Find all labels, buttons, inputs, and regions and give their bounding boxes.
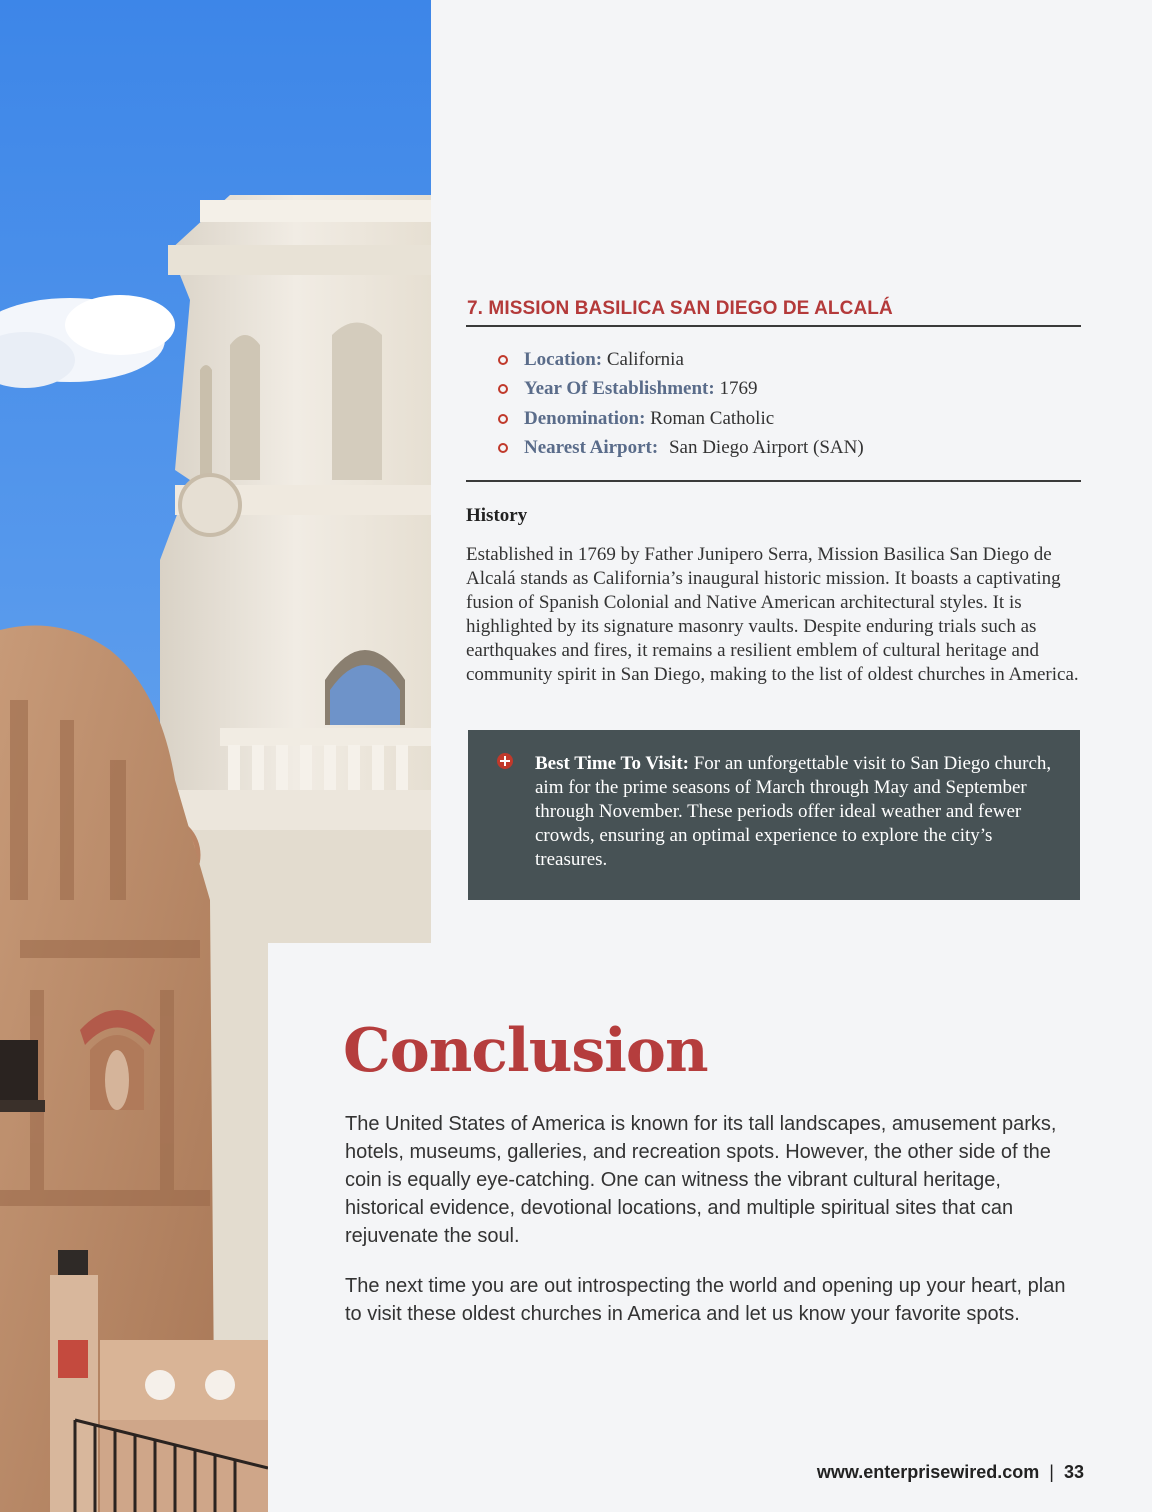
page-number: 33 <box>1063 1462 1084 1482</box>
tip-text: For an unforgettable visit to San Diego church, aim for the prime seasons of March through May and September through November. These periods offer ideal weather and fewer crowds, ensuring an optimal experience to explore the city’s treasures. <box>535 753 1052 870</box>
circle-bullet-icon <box>498 443 508 453</box>
conclusion-paragraph-2: The next time you are out introspecting the world and opening up your heart, plan to visit these oldest churches in America and let us know your favorite spots. <box>345 1275 1066 1325</box>
title-divider <box>466 325 1081 327</box>
footer-separator: | <box>1049 1462 1054 1482</box>
circle-bullet-icon <box>498 355 508 365</box>
fact-year <box>497 374 864 403</box>
tip-label: Best Time To Visit: <box>535 753 689 774</box>
section-title: 7. MISSION BASILICA SAN DIEGO DE ALCALÁ <box>467 298 893 319</box>
website-link[interactable]: www.enterprisewired.com <box>816 1462 1040 1482</box>
conclusion-heading: Conclusion <box>343 1016 708 1086</box>
fact-label: Nearest Airport: <box>524 437 659 459</box>
plus-icon <box>497 753 513 769</box>
facts-list <box>497 345 864 463</box>
fact-value: San Diego Airport (SAN) <box>668 437 864 459</box>
footer <box>817 1462 1084 1483</box>
history-heading: History <box>466 505 528 526</box>
conclusion-paragraph-1: The United States of America is known for its tall landscapes, amusement parks, hotels, museums, galleries, and recreation spots. However, the other side of the coin is equally eye-catching. One can witness the vibrant cultural heritage, historical evidence, devotional locations, and multiple spiritual sites that can rejuvenate the soul. <box>345 1113 1057 1247</box>
fact-airport <box>497 433 864 462</box>
facts-divider <box>466 480 1081 482</box>
history-text: Established in 1769 by Father Junipero Serra, Mission Basilica San Diego de Alcalá stands as California’s inaugural historic mission. It boasts a captivating fusion of Spanish Colonial and Native American architectural styles. It is highlighted by its signature masonry vaults. Despite enduring trials such as earthquakes and fires, it remains a resilient emblem of cultural heritage and community spirit in San Diego, making to the list of oldest churches in America. <box>466 544 1079 685</box>
fact-label: Year Of Establishment: <box>524 378 715 400</box>
tip-box <box>468 730 1080 900</box>
circle-bullet-icon <box>498 384 508 394</box>
fact-value: California <box>606 349 684 370</box>
fact-label: Denomination: <box>524 407 646 429</box>
fact-value: Roman Catholic <box>650 407 775 429</box>
circle-bullet-icon <box>498 414 508 424</box>
fact-denomination <box>497 404 864 433</box>
fact-label: Location: <box>524 349 603 370</box>
fact-value: 1769 <box>719 378 758 400</box>
tip-text-block <box>535 752 1060 872</box>
fact-location <box>497 345 864 374</box>
